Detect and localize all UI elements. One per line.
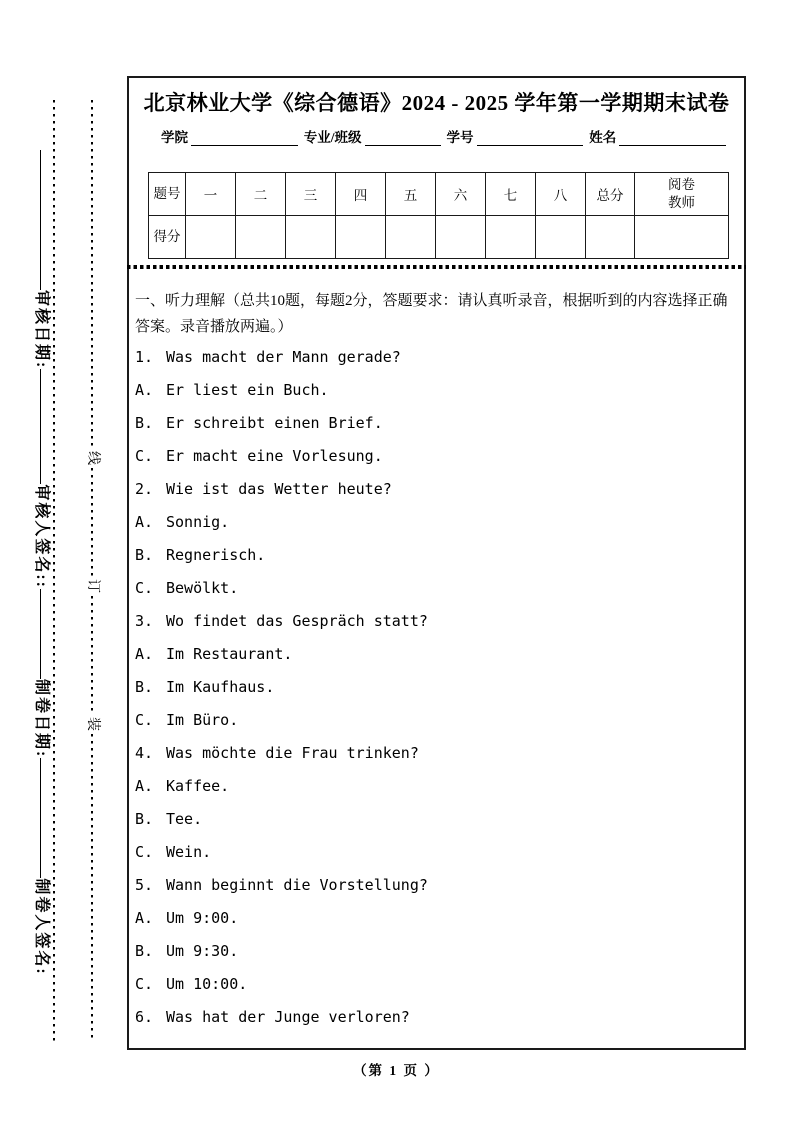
question-number: 4. xyxy=(135,743,154,762)
option-line xyxy=(135,769,740,802)
option-label: C. xyxy=(135,842,154,861)
score-col-1: 一 xyxy=(186,173,236,216)
score-col-total: 总分 xyxy=(586,173,635,216)
option-line xyxy=(135,802,740,835)
field-college-label: 学院 xyxy=(161,130,188,145)
option-label: A. xyxy=(135,512,154,531)
option-text: Sonnig. xyxy=(166,512,230,531)
score-cell xyxy=(386,216,436,259)
score-cell xyxy=(336,216,386,259)
binding-char-zhuang: 装 xyxy=(85,717,100,731)
question-number: 2. xyxy=(135,479,154,498)
option-text: Er macht eine Vorlesung. xyxy=(166,446,383,465)
field-name-blank xyxy=(619,130,726,146)
field-college-blank xyxy=(191,130,298,146)
option-label: B. xyxy=(135,677,154,696)
score-cell xyxy=(635,216,729,259)
field-major-class-label: 专业/班级 xyxy=(303,130,362,145)
option-text: Er schreibt einen Brief. xyxy=(166,413,383,432)
score-table-corner-top: 题号 xyxy=(149,173,186,216)
option-line xyxy=(135,373,740,406)
option-label: B. xyxy=(135,941,154,960)
option-label: A. xyxy=(135,776,154,795)
option-text: Im Büro. xyxy=(166,710,239,729)
question-number: 5. xyxy=(135,875,154,894)
exam-paper-frame xyxy=(127,76,746,1050)
score-col-7: 七 xyxy=(486,173,536,216)
maker-signer-blank xyxy=(41,758,42,878)
score-cell xyxy=(536,216,586,259)
option-label: B. xyxy=(135,545,154,564)
option-line xyxy=(135,934,740,967)
question-text: Was macht der Mann gerade? xyxy=(166,347,401,366)
score-table xyxy=(148,172,729,259)
option-line xyxy=(135,538,740,571)
binding-char-ding: 订 xyxy=(85,579,100,593)
option-text: Kaffee. xyxy=(166,776,230,795)
option-label: C. xyxy=(135,446,154,465)
option-text: Wein. xyxy=(166,842,212,861)
option-text: Tee. xyxy=(166,809,203,828)
option-line xyxy=(135,439,740,472)
option-text: Regnerisch. xyxy=(166,545,266,564)
page-footer: （第 1 页 ） xyxy=(353,1063,440,1078)
listening-questions xyxy=(135,340,740,1033)
question-text: Was möchte die Frau trinken? xyxy=(166,743,419,762)
option-text: Im Kaufhaus. xyxy=(166,677,275,696)
option-text: Um 9:30. xyxy=(166,941,239,960)
exam-title: 北京林业大学《综合德语》2024 - 2025 学年第一学期期末试卷 xyxy=(143,91,730,115)
score-col-5: 五 xyxy=(386,173,436,216)
question-number: 1. xyxy=(135,347,154,366)
field-student-id-label: 学号 xyxy=(446,130,474,145)
option-label: C. xyxy=(135,578,154,597)
option-text: Um 10:00. xyxy=(166,974,248,993)
score-col-8: 八 xyxy=(536,173,586,216)
field-name-label: 姓名 xyxy=(589,130,617,145)
option-text: Er liest ein Buch. xyxy=(166,380,329,399)
score-col-4: 四 xyxy=(336,173,386,216)
field-college xyxy=(161,130,298,146)
option-label: C. xyxy=(135,710,154,729)
option-text: Im Restaurant. xyxy=(166,644,293,663)
field-name xyxy=(589,130,726,146)
field-student-id-blank xyxy=(477,130,584,146)
student-info-row xyxy=(161,130,726,146)
field-major-class-blank xyxy=(365,130,441,146)
option-line xyxy=(135,901,740,934)
score-col-6: 六 xyxy=(436,173,486,216)
question-line xyxy=(135,472,740,505)
audit-date-label: 审核日期: xyxy=(33,290,50,370)
question-text: Was hat der Junge verloren? xyxy=(166,1007,410,1026)
option-line xyxy=(135,571,740,604)
score-cell xyxy=(236,216,286,259)
audit-signer-label: 审核人签名:: xyxy=(33,484,50,590)
option-line xyxy=(135,670,740,703)
section1-heading: 一、听力理解（总共10题，每题2分，答题要求：请认真听录音，根据听到的内容选择正确答案。录音播放两遍。） xyxy=(135,293,728,335)
score-cell xyxy=(486,216,536,259)
binding-line-segment xyxy=(91,596,93,714)
question-number: 3. xyxy=(135,611,154,630)
score-cell xyxy=(586,216,635,259)
audit-date-blank xyxy=(41,150,42,290)
maker-signer-label: 制卷人签名: xyxy=(33,878,50,976)
question-line xyxy=(135,1000,740,1033)
question-line xyxy=(135,604,740,637)
audit-signer-blank xyxy=(41,369,42,484)
score-table-header-row xyxy=(149,173,729,216)
option-line xyxy=(135,835,740,868)
question-line xyxy=(135,736,740,769)
maker-date-blank xyxy=(41,589,42,679)
dotted-separator xyxy=(127,265,746,269)
score-table-score-row xyxy=(149,216,729,259)
binding-line xyxy=(84,100,100,1042)
maker-date-label: 制卷日期: xyxy=(33,679,50,759)
audit-strip xyxy=(25,150,57,1038)
question-line xyxy=(135,868,740,901)
question-text: Wo findet das Gespräch statt? xyxy=(166,611,428,630)
option-label: C. xyxy=(135,974,154,993)
question-number: 6. xyxy=(135,1007,154,1026)
score-col-3: 三 xyxy=(286,173,336,216)
option-label: A. xyxy=(135,644,154,663)
option-line xyxy=(135,703,740,736)
score-table-corner-bottom: 得分 xyxy=(149,216,186,259)
option-line xyxy=(135,406,740,439)
score-col-grader: 阅卷教师 xyxy=(635,173,729,216)
binding-char-xian: 线 xyxy=(85,451,100,465)
option-label: A. xyxy=(135,380,154,399)
option-line xyxy=(135,505,740,538)
field-major-class xyxy=(304,130,441,146)
question-text: Wann beginnt die Vorstellung? xyxy=(166,875,428,894)
score-col-2: 二 xyxy=(236,173,286,216)
option-line xyxy=(135,967,740,1000)
option-label: A. xyxy=(135,908,154,927)
option-text: Um 9:00. xyxy=(166,908,239,927)
binding-line-segment xyxy=(91,468,93,576)
binding-line-segment xyxy=(91,100,93,448)
question-line xyxy=(135,340,740,373)
field-student-id xyxy=(447,130,584,146)
score-cell xyxy=(286,216,336,259)
option-label: B. xyxy=(135,809,154,828)
binding-line-segment xyxy=(91,734,93,1042)
score-cell xyxy=(186,216,236,259)
score-cell xyxy=(436,216,486,259)
option-line xyxy=(135,637,740,670)
option-text: Bewölkt. xyxy=(166,578,239,597)
question-text: Wie ist das Wetter heute? xyxy=(166,479,392,498)
option-label: B. xyxy=(135,413,154,432)
